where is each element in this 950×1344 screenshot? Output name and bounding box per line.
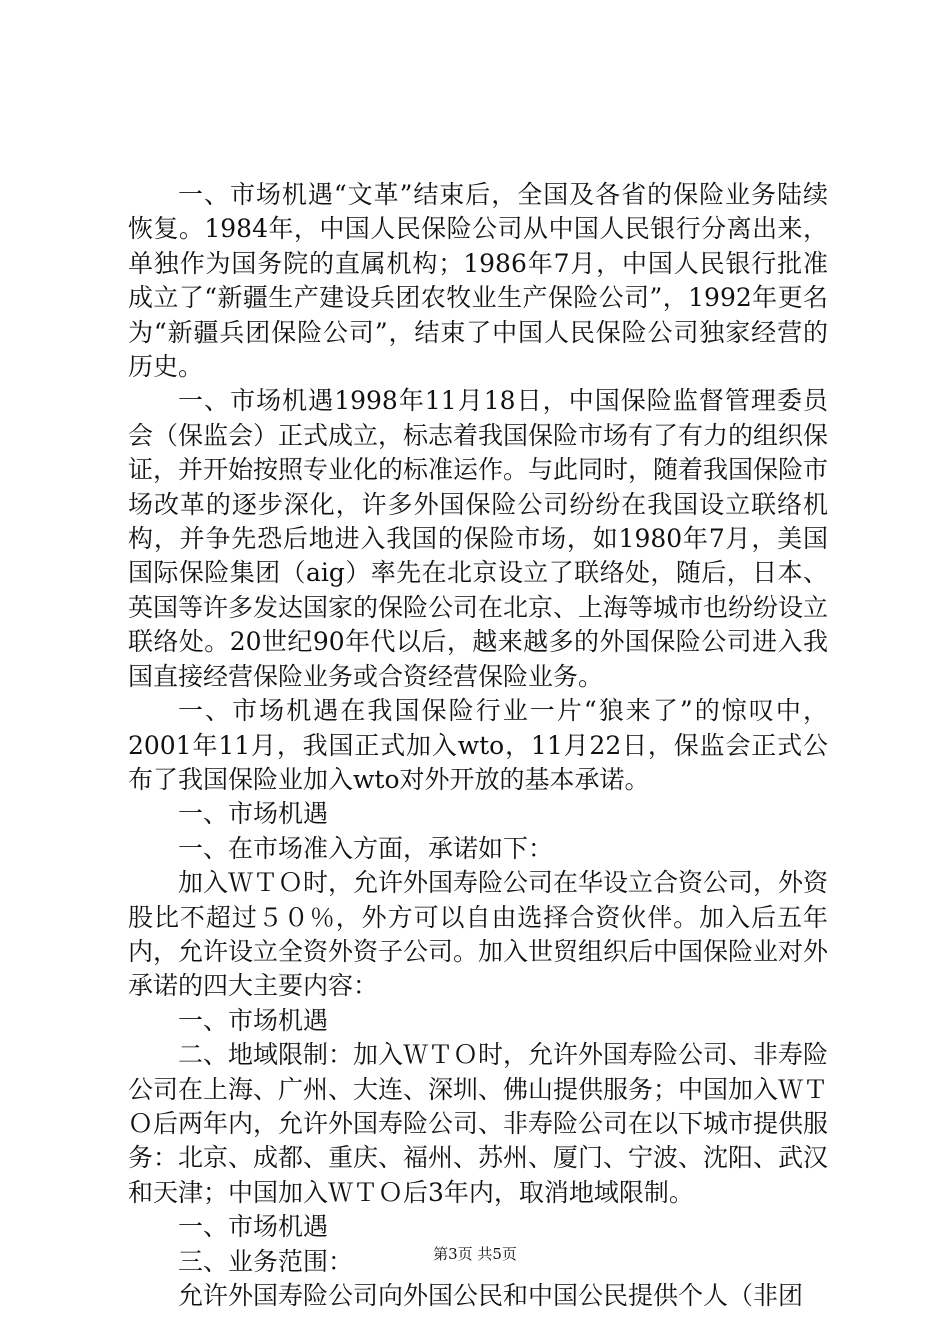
- paragraph-circ-founding: 一、市场机遇1998年11月18日，中国保险监督管理委员会（保监会）正式成立，标志着我国保险市场有了有力的组织保证，并开始按照专业化的标准运作。与此同时，随着我国保险市场改革的逐步深化，许多外国保险公司纷纷在我国设立联络机构，并争先恐后地进入我国的保险市场，如1980年7月，美国国际保险集团（aig）率先在北京设立了联络处，随后，日本、英国等许多发达国家的保险公司在北京、上海等城市也纷纷设立联络处。20世纪90年代以后，越来越多的外国保险公司进入我国直接经营保险业务或合资经营保险业务。: [128, 386, 829, 691]
- body-text: [128, 178, 828, 1313]
- paragraph-business-scope-heading: 三、业务范围：: [178, 1246, 354, 1276]
- paragraph-business-scope: 允许外国寿险公司向外国公民和中国公民提供个人（非团: [178, 1281, 804, 1310]
- paragraph-heading: 一、市场机遇: [178, 1005, 329, 1035]
- paragraph-wto-entry: 一、市场机遇在我国保险行业一片“狼来了”的惊叹中，2001年11月，我国正式加入wto，11月22日，保监会正式公布了我国保险业加入wto对外开放的基本承诺。: [128, 696, 828, 794]
- paragraph-market-access-heading: 一、在市场准入方面，承诺如下：: [178, 833, 554, 863]
- paragraph-geographic-limits: 二、地域限制：加入ＷＴＯ时，允许外国寿险公司、非寿险公司在上海、广州、大连、深圳、佛山提供服务；中国加入ＷＴＯ后两年内，允许外国寿险公司、非寿险公司在以下城市提供服务：北京、成都、重庆、福州、苏州、厦门、宁波、沈阳、武汉和天津；中国加入ＷＴＯ后3年内，取消地域限制。: [128, 1040, 829, 1207]
- paragraph-heading: 一、市场机遇: [178, 1212, 329, 1242]
- paragraph-market-access: 加入ＷＴＯ时，允许外国寿险公司在华设立合资公司，外资股比不超过５０％，外方可以自由选择合资伙伴。加入后五年内，允许设立全资外资子公司。加入世贸组织后中国保险业对外承诺的四大主要内容：: [128, 868, 829, 1001]
- paragraph-heading: 一、市场机遇: [178, 799, 329, 829]
- page-number-footer: 第3页 共5页: [433, 1245, 517, 1263]
- paragraph-history-recovery: 一、市场机遇“文革”结束后，全国及各省的保险业务陆续恢复。1984年，中国人民保险公司从中国人民银行分离出来，单独作为国务院的直属机构；1986年7月，中国人民银行批准成立了“新疆生产建设兵团农牧业生产保险公司”，1992年更名为“新疆兵团保险公司”，结束了中国人民保险公司独家经营的历史。: [128, 180, 828, 382]
